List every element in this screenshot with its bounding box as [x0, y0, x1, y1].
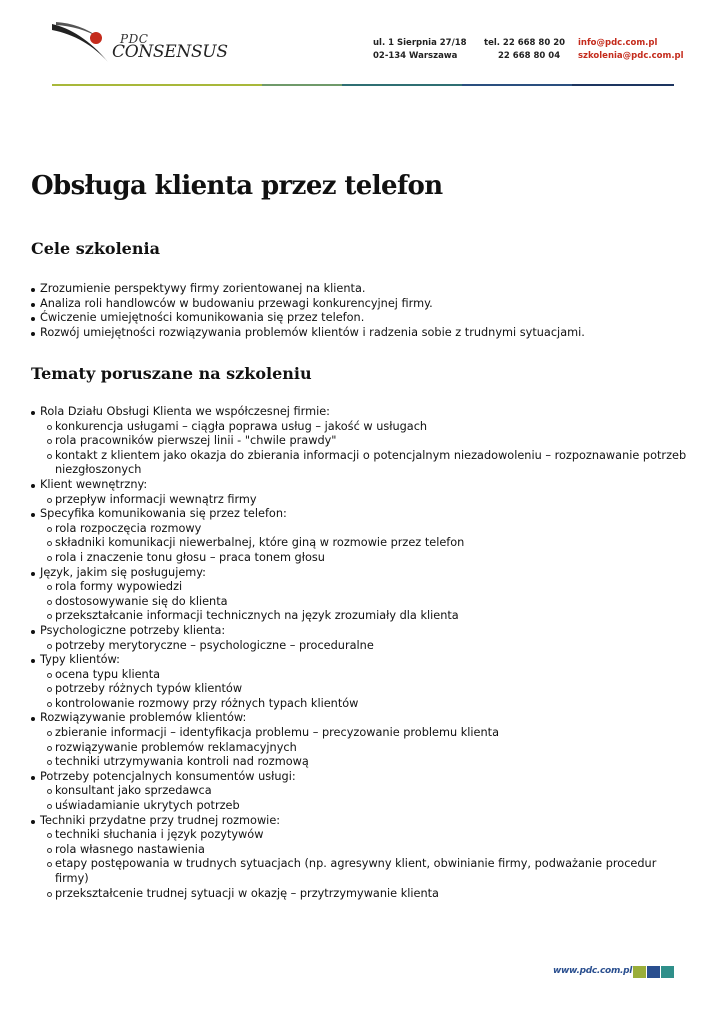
- logo-text-pdc: PDC: [120, 32, 149, 46]
- footer-bar: [633, 966, 646, 978]
- subtopic-item: zbieranie informacji – identyfikacja problemu – precyzowanie problemu klienta: [41, 726, 691, 741]
- subtopic-item: przekształcenie trudnej sytuacji w okazję – przytrzymywanie klienta: [41, 887, 691, 902]
- page-title: Obsługa klienta przez telefon: [31, 171, 443, 201]
- subtopic-list: [40, 784, 691, 813]
- topic-item: [31, 624, 691, 653]
- subtopic-item: uświadamianie ukrytych potrzeb: [41, 799, 691, 814]
- subtopic-list: [40, 493, 691, 508]
- subtopic-item: przepływ informacji wewnątrz firmy: [41, 493, 691, 508]
- subtopic-list: [40, 639, 691, 654]
- topic-label: Rozwiązywanie problemów klientów:: [40, 711, 247, 725]
- logo-text-consensus: CONSENSUS: [112, 42, 228, 62]
- email-training-link[interactable]: szkolenia@pdc.com.pl: [578, 51, 684, 61]
- subtopic-list: [40, 420, 691, 478]
- topic-item: [31, 653, 691, 711]
- topic-item: [31, 405, 691, 478]
- divider-segment: [572, 84, 674, 86]
- subtopic-item: ocena typu klienta: [41, 668, 691, 683]
- topic-label: Psychologiczne potrzeby klienta:: [40, 623, 226, 637]
- list-item: Zrozumienie perspektywy firmy zorientowanej na klienta.: [31, 282, 691, 297]
- subtopic-list: [40, 522, 691, 566]
- subtopic-list: [40, 828, 691, 901]
- subtopic-item: kontakt z klientem jako okazja do zbierania informacji o potencjalnym niezadowoleniu – rozpoznawanie potrzeb niezgłoszonych: [41, 449, 691, 478]
- subtopic-item: rola formy wypowiedzi: [41, 580, 691, 595]
- subtopic-item: rola rozpoczęcia rozmowy: [41, 522, 691, 537]
- subtopic-item: rola i znaczenie tonu głosu – praca tonem głosu: [41, 551, 691, 566]
- address-city: 02-134 Warszawa: [373, 51, 458, 61]
- subtopic-item: techniki słuchania i język pozytywów: [41, 828, 691, 843]
- subtopic-item: składniki komunikacji niewerbalnej, które giną w rozmowie przez telefon: [41, 536, 691, 551]
- subtopic-item: potrzeby różnych typów klientów: [41, 682, 691, 697]
- topic-item: [31, 566, 691, 624]
- subtopic-item: rola własnego nastawienia: [41, 843, 691, 858]
- topic-label: Techniki przydatne przy trudnej rozmowie:: [40, 813, 281, 827]
- subtopic-item: dostosowywanie się do klienta: [41, 595, 691, 610]
- divider-segment: [462, 84, 572, 86]
- divider-segment: [262, 84, 342, 86]
- topic-item: [31, 814, 691, 902]
- topic-label: Typy klientów:: [40, 653, 120, 667]
- topic-item: [31, 507, 691, 565]
- topic-label: Potrzeby potencjalnych konsumentów usługi:: [40, 769, 296, 783]
- topics-heading: Tematy poruszane na szkoleniu: [31, 364, 312, 383]
- subtopic-item: przekształcanie informacji technicznych na język zrozumiały dla klienta: [41, 609, 691, 624]
- subtopic-item: konsultant jako sprzedawca: [41, 784, 691, 799]
- list-item: Rozwój umiejętności rozwiązywania problemów klientów i radzenia sobie z trudnymi sytuacjami.: [31, 326, 691, 341]
- phone-number-2[interactable]: 22 668 80 04: [498, 51, 561, 61]
- email-info-link[interactable]: info@pdc.com.pl: [578, 38, 658, 48]
- subtopic-item: etapy postępowania w trudnych sytuacjach (np. agresywny klient, obwinianie firmy, podważanie procedur firmy): [41, 857, 691, 886]
- header-divider: [52, 84, 674, 86]
- subtopic-list: [40, 726, 691, 770]
- topic-label: Rola Działu Obsługi Klienta we współczesnej firmie:: [40, 405, 330, 418]
- topic-label: Specyfika komunikowania się przez telefon:: [40, 507, 287, 521]
- address-street: ul. 1 Sierpnia 27/18: [373, 38, 467, 48]
- footer-bar: [661, 966, 674, 978]
- subtopic-item: konkurencja usługami – ciągła poprawa usług – jakość w usługach: [41, 420, 691, 435]
- topics-list: [31, 405, 691, 901]
- footer-bar: [647, 966, 660, 978]
- page-header: [0, 0, 725, 90]
- topic-label: Język, jakim się posługujemy:: [40, 565, 206, 579]
- subtopic-item: rozwiązywanie problemów reklamacyjnych: [41, 741, 691, 756]
- list-item: Analiza roli handlowców w budowaniu przewagi konkurencyjnej firmy.: [31, 297, 691, 312]
- subtopic-item: potrzeby merytoryczne – psychologiczne – proceduralne: [41, 639, 691, 654]
- subtopic-item: kontrolowanie rozmowy przy różnych typach klientów: [41, 697, 691, 712]
- footer-color-bars: [632, 966, 674, 978]
- divider-segment: [52, 84, 262, 86]
- subtopic-item: techniki utrzymywania kontroli nad rozmową: [41, 755, 691, 770]
- topic-item: [31, 711, 691, 769]
- topic-label: Klient wewnętrzny:: [40, 477, 148, 491]
- website-link[interactable]: www.pdc.com.pl: [553, 966, 633, 976]
- contact-phone: [484, 37, 565, 63]
- topic-item: [31, 770, 691, 814]
- subtopic-list: [40, 668, 691, 712]
- pdc-consensus-logo[interactable]: [50, 18, 230, 68]
- topic-item: [31, 478, 691, 507]
- contact-address: [373, 37, 467, 63]
- phone-number-1[interactable]: tel. 22 668 80 20: [484, 38, 566, 48]
- subtopic-list: [40, 580, 691, 624]
- list-item: Ćwiczenie umiejętności komunikowania się przez telefon.: [31, 311, 691, 326]
- subtopic-item: rola pracowników pierwszej linii - "chwile prawdy": [41, 434, 691, 449]
- goals-heading: Cele szkolenia: [31, 239, 160, 258]
- divider-segment: [342, 84, 462, 86]
- contact-email: [578, 37, 684, 63]
- goals-list: [31, 282, 691, 340]
